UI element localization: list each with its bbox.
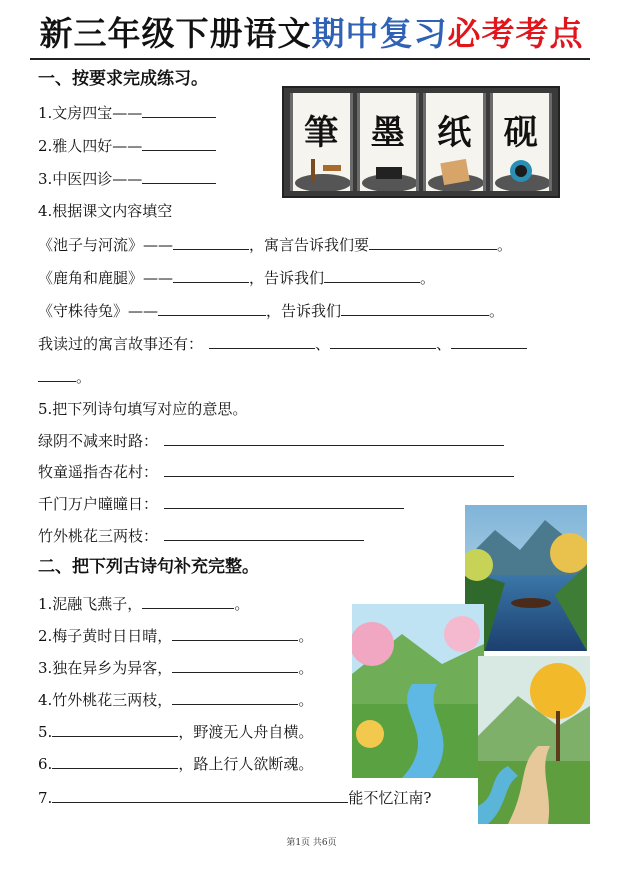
fable2-blank-b[interactable] [324,266,420,283]
q1-row: 1.文房四宝—— [38,101,216,124]
poem4-blank[interactable] [164,524,364,541]
page-footer: 第1页 共6页 [286,838,337,848]
spring-stream-illustration [352,604,484,778]
paper-icon [426,145,486,191]
read-more-blank-2[interactable] [330,332,436,349]
read-more-blank-1[interactable] [209,332,315,349]
s2-line1: 1.泥融飞燕子， 。 [38,592,249,615]
s2-line2-blank[interactable] [172,624,298,641]
poem3-row: 千门万户曈曈日： [38,492,404,515]
s2-line5-blank[interactable] [52,720,178,737]
fable1-blank-b[interactable] [369,233,497,250]
q3-blank[interactable] [142,167,216,184]
golden-tree-path-illustration [478,656,590,824]
s2-line2: 2.梅子黄时日日晴， 。 [38,624,313,647]
four-treasures-illustration [282,86,560,198]
fable3-blank-b[interactable] [341,299,489,316]
q3-row: 3.中医四诊—— [38,167,216,190]
read-more-blank-3[interactable] [451,332,527,349]
scroll-brush: 筆 [290,93,353,191]
s2-line3: 3.独在异乡为异客， 。 [38,656,313,679]
q4-row: 4.根据课文内容填空 [38,202,173,220]
s2-line6-blank[interactable] [52,752,178,769]
q2-blank[interactable] [142,134,216,151]
poem4-row: 竹外桃花三两枝： [38,524,364,547]
fable2-blank-a[interactable] [173,266,249,283]
q2-row: 2.雅人四好—— [38,134,216,157]
inkstone-icon [493,145,553,191]
fable2-row: 《鹿角和鹿腿》—— ，告诉我们 。 [38,266,435,289]
s2-line7: 7. 能不忆江南? [38,786,431,809]
scroll-paper: 纸 [423,93,486,191]
poem2-row: 牧童遥指杏花村： [38,460,514,483]
s2-line6: 6. ，路上行人欲断魂。 [38,752,313,775]
fable1-blank-a[interactable] [173,233,249,250]
s2-line4: 4.竹外桃花三两枝， 。 [38,688,313,711]
page-title: 新三年级下册语文期中复习必考考点 [39,14,584,53]
q5-row: 5.把下列诗句填写对应的意思。 [38,400,248,418]
q1-blank[interactable] [142,101,216,118]
section2-heading: 二、把下列古诗句补充完整。 [38,557,259,577]
brush-icon [293,145,353,191]
title-underline [30,58,590,60]
poem2-blank[interactable] [164,460,514,477]
s2-line1-blank[interactable] [142,592,234,609]
section1-heading: 一、按要求完成练习。 [38,69,208,89]
poem1-row: 绿阴不减来时路： [38,429,504,452]
s2-line7-blank[interactable] [52,786,348,803]
read-more-blank-4[interactable] [38,365,76,382]
s2-line3-blank[interactable] [172,656,298,673]
poem3-blank[interactable] [164,492,404,509]
scroll-inkstone: 砚 [490,93,553,191]
read-more-row: 我读过的寓言故事还有： 、 、 [38,332,527,355]
s2-line5: 5. ，野渡无人舟自横。 [38,720,313,743]
poem1-blank[interactable] [164,429,504,446]
fable1-row: 《池子与河流》—— ，寓言告诉我们要 。 [38,233,512,256]
read-more-row-cont: 。 [38,365,91,388]
scroll-ink: 墨 [357,93,420,191]
ink-icon [360,145,420,191]
fable3-row: 《守株待兔》—— ，告诉我们 。 [38,299,504,322]
fable3-blank-a[interactable] [158,299,266,316]
s2-line4-blank[interactable] [172,688,298,705]
